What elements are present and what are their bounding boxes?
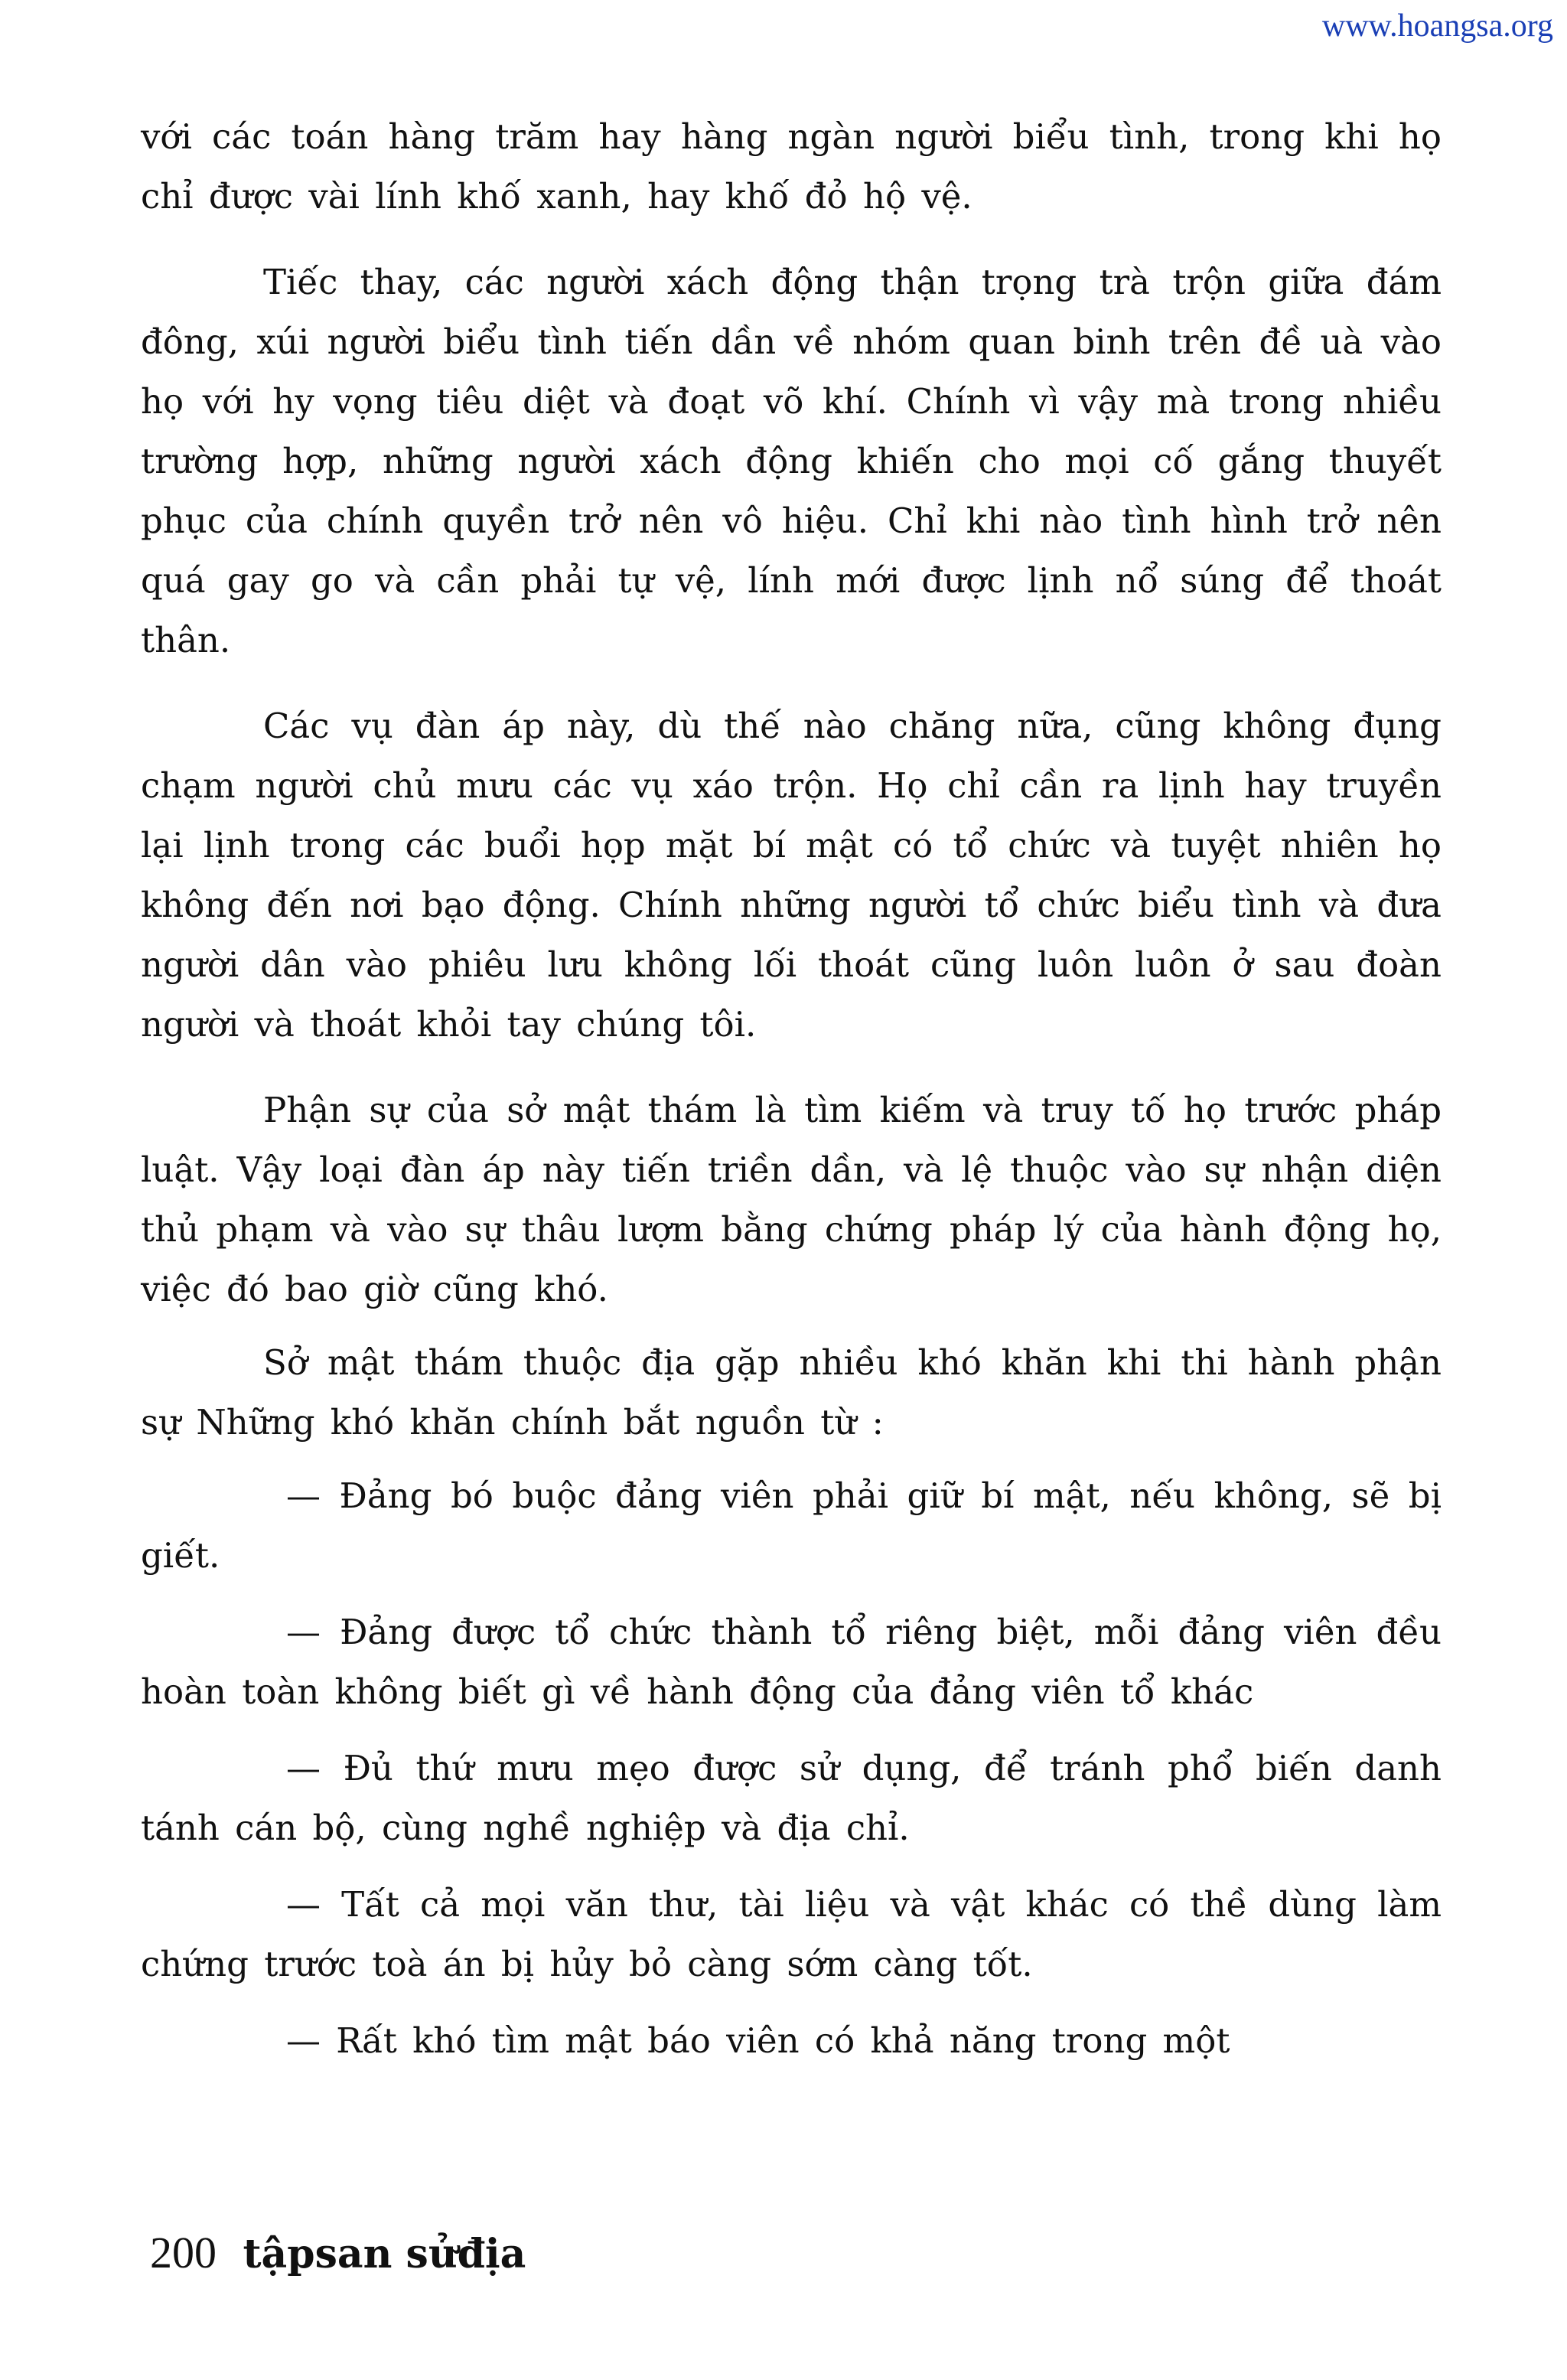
- page-number: 200: [150, 2228, 217, 2277]
- page-body: [141, 107, 1442, 2088]
- list-item-2: — Đảng được tổ chức thành tổ riêng biệt, mỗi đảng viên đều hoàn toàn không biết gì về hành động của đảng viên tổ khác: [141, 1612, 1442, 1712]
- paragraph-1: với các toán hàng trăm hay hàng ngàn người biểu tình, trong khi họ chỉ được vài lính khố xanh, hay khố đỏ hộ vệ.: [141, 116, 1442, 217]
- list-item-3: — Đủ thứ mưu mẹo được sử dụng, để tránh phổ biến danh tánh cán bộ, cùng nghề nghiệp và địa chỉ.: [141, 1748, 1442, 1848]
- list-item-5: — Rất khó tìm mật báo viên có khả năng trong một: [286, 2020, 1230, 2061]
- publication-name: tậpsan sửđịa: [243, 2231, 526, 2277]
- paragraph-4: Phận sự của sở mật thám là tìm kiếm và truy tố họ trước pháp luật. Vậy loại đàn áp này tiến triền dần, và lệ thuộc vào sự nhận diện thủ phạm và vào sự thâu lượm bằng chứng pháp lý của hành động họ, việc đó bao giờ cũng khó.: [141, 1090, 1442, 1309]
- list-item-1: — Đảng bó buộc đảng viên phải giữ bí mật, nếu không, sẽ bị giết.: [141, 1475, 1442, 1576]
- page-footer: [150, 2227, 526, 2278]
- list-item-4: — Tất cả mọi văn thư, tài liệu và vật khác có thề dùng làm chứng trước toà án bị hủy bỏ càng sớm càng tốt.: [141, 1884, 1442, 1984]
- paragraph-2: Tiếc thay, các người xách động thận trọng trà trộn giữa đám đông, xúi người biểu tình tiến dần về nhóm quan binh trên đề uà vào họ với hy vọng tiêu diệt và đoạt võ khí. Chính vì vậy mà trong nhiều trường hợp, những người xách động khiến cho mọi cố gắng thuyết phục của chính quyền trở nên vô hiệu. Chỉ khi nào tình hình trở nên quá gay go và cần phải tự vệ, lính mới được lịnh nổ súng để thoát thân.: [141, 262, 1442, 660]
- paragraph-5: Sở mật thám thuộc địa gặp nhiều khó khăn khi thi hành phận sự Những khó khăn chính bắt nguồn từ :: [141, 1342, 1442, 1443]
- paragraph-3: Các vụ đàn áp này, dù thế nào chăng nữa, cũng không đụng chạm người chủ mưu các vụ xáo trộn. Họ chỉ cần ra lịnh hay truyền lại lịnh trong các buổi họp mặt bí mật có tổ chức và tuyệt nhiên họ không đến nơi bạo động. Chính những người tổ chức biểu tình và đưa người dân vào phiêu lưu không lối thoát cũng luôn luôn ở sau đoàn người và thoát khỏi tay chúng tôi.: [141, 706, 1442, 1045]
- watermark-url: www.hoangsa.org: [1321, 8, 1553, 44]
